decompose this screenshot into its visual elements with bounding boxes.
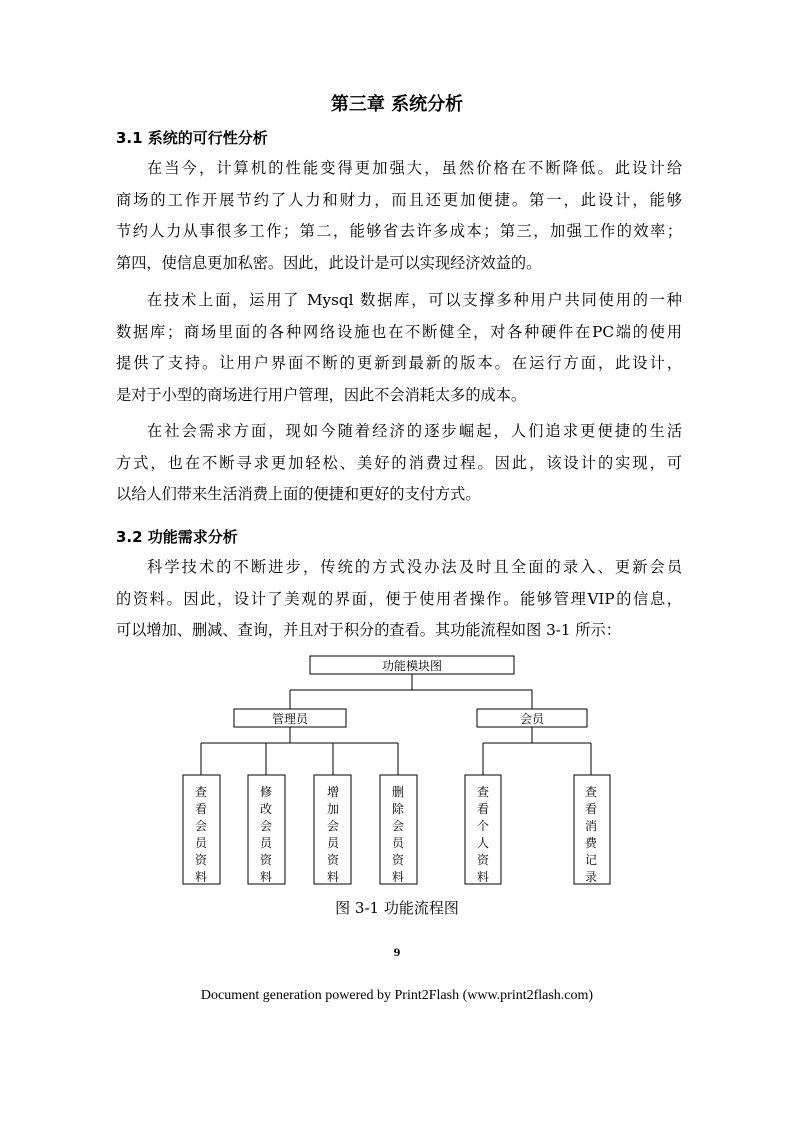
diagram-admin-label: 管理员 [271,712,309,726]
text-line: 是对于小型的商场进行用户管理，因此不会消耗太多的成本。 [116,385,527,404]
section-heading-3-1: 3.1 系统的可行性分析 [116,129,268,147]
text-line: 数据库；商场里面的各种网络设施也在不断健全，对各种硬件在PC端的使用 [116,322,682,341]
chapter-title: 第三章 系统分析 [330,94,464,115]
paragraph-function-requirements [116,552,682,647]
paragraph-feasibility-social [116,416,682,511]
text-line: 提供了支持。让用户界面不断的更新到最新的版本。在运行方面，此设计， [116,354,682,372]
paragraph-feasibility-economic [116,153,682,279]
diagram-leaf-label: 查看消费记录 [584,785,598,884]
footer-text: Document generation powered by Print2Flash (www.print2flash.com) [200,988,594,1003]
diagram-leaf-label: 修改会员资料 [259,785,273,884]
function-module-diagram [0,650,794,900]
text-line: 在技术上面，运用了 Mysql 数据库，可以支撑多种用户共同使用的一种 [147,291,682,309]
diagram-root-label: 功能模块图 [381,659,443,673]
text-line: 以给人们带来生活消费上面的便捷和更好的支付方式。 [116,485,481,503]
diagram-leaf-label: 查看个人资料 [476,785,490,884]
text-line: 节约人力从事很多工作；第二，能够省去许多成本；第三，加强工作的效率； [116,222,682,240]
paragraph-feasibility-technical [116,285,682,411]
diagram-leaf-label: 查看会员资料 [194,785,208,884]
text-line: 方式，也在不断寻求更加轻松、美好的消费过程。因此，该设计的实现，可 [116,453,682,472]
text-line: 第四，使信息更加私密。因此，此设计是可以实现经济效益的。 [116,253,542,272]
text-line: 商场的工作开展节约了人力和财力，而且还更加便捷。第一，此设计，能够 [116,190,682,209]
text-line: 的资料。因此，设计了美观的界面，便于使用者操作。能够管理VIP的信息， [116,589,682,608]
diagram-leaf-label: 删除会员资料 [391,785,405,884]
text-line: 在当今，计算机的性能变得更加强大，虽然价格在不断降低。此设计给 [147,159,682,177]
text-line: 科学技术的不断进步，传统的方式没办法及时且全面的录入、更新会员 [147,558,682,576]
figure-caption: 图 3-1 功能流程图 [335,899,459,917]
text-line: 在社会需求方面，现如今随着经济的逐步崛起，人们追求更便捷的生活 [147,422,682,440]
page-number: 9 [393,948,401,959]
text-line: 可以增加、删减、查询，并且对于积分的查看。其功能流程如图 3-1 所示： [116,621,621,639]
section-heading-3-2: 3.2 功能需求分析 [116,528,238,546]
diagram-member-label: 会员 [519,712,545,726]
diagram-leaf-label: 增加会员资料 [326,785,340,884]
